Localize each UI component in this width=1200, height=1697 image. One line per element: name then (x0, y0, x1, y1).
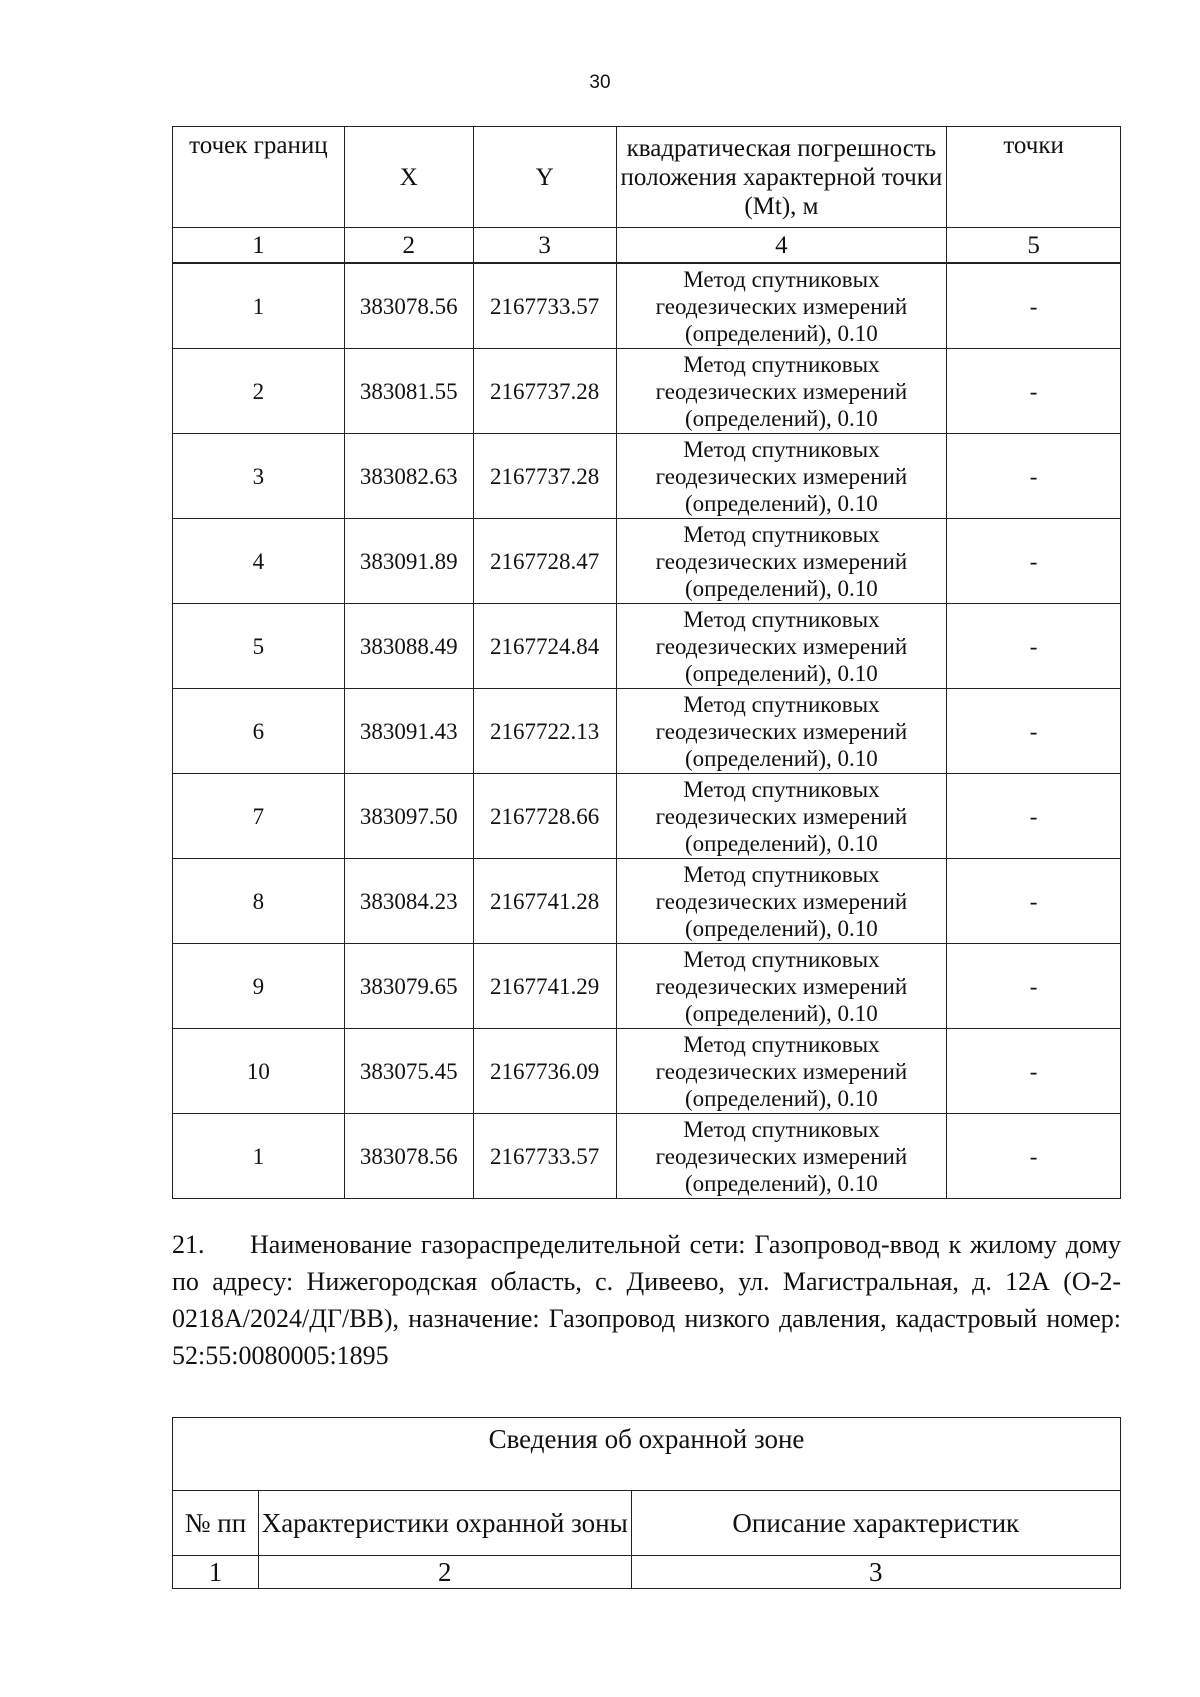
cell-x: 383084.23 (344, 859, 473, 944)
cell-note: - (947, 774, 1121, 859)
cell-x: 383079.65 (344, 944, 473, 1029)
cell-x: 383081.55 (344, 349, 473, 434)
method-line: геодезических измерений (655, 633, 908, 659)
cell-note: - (947, 859, 1121, 944)
cell-point-number: 1 (173, 1114, 345, 1199)
cell-note: - (947, 349, 1121, 434)
method-line: (определений), 0.10 (685, 660, 878, 686)
cell-x: 383088.49 (344, 604, 473, 689)
section-number: 21. (172, 1230, 205, 1259)
column-number: 2 (258, 1556, 631, 1589)
column-number: 1 (173, 228, 345, 264)
column-number: 3 (473, 228, 616, 264)
column-number: 3 (631, 1556, 1120, 1589)
cell-note: - (947, 519, 1121, 604)
cell-x: 383075.45 (344, 1029, 473, 1114)
cell-point-number: 10 (173, 1029, 345, 1114)
cell-point-number: 6 (173, 689, 345, 774)
section-21-paragraph (172, 1226, 1121, 1374)
cell-point-number: 7 (173, 774, 345, 859)
method-line: Метод спутниковых (683, 946, 880, 972)
zone-header-description: Описание характеристик (631, 1491, 1120, 1556)
method-line: геодезических измерений (655, 718, 908, 744)
cell-y: 2167736.09 (473, 1029, 616, 1114)
table-row (173, 349, 1121, 434)
column-number: 1 (173, 1556, 259, 1589)
protection-zone-table (172, 1417, 1121, 1589)
method-line: геодезических измерений (655, 378, 908, 404)
cell-method (616, 263, 947, 349)
cell-note: - (947, 434, 1121, 519)
method-line: Метод спутниковых (683, 266, 880, 292)
cell-x: 383078.56 (344, 1114, 473, 1199)
column-number: 5 (947, 228, 1121, 264)
method-line: (определений), 0.10 (685, 830, 878, 856)
column-number: 4 (616, 228, 947, 264)
zone-table-title: Сведения об охранной зоне (173, 1418, 1121, 1491)
method-line: (определений), 0.10 (685, 575, 878, 601)
method-line: Метод спутниковых (683, 1031, 880, 1057)
header-accuracy: квадратическая погрешность положения характерной точки (Mt), м (616, 127, 947, 228)
cell-method (616, 1029, 947, 1114)
cell-method (616, 859, 947, 944)
column-number: 2 (344, 228, 473, 264)
cell-note: - (947, 1114, 1121, 1199)
coordinates-table (172, 126, 1121, 1199)
cell-note: - (947, 1029, 1121, 1114)
cell-note: - (947, 604, 1121, 689)
cell-point-number: 9 (173, 944, 345, 1029)
cell-point-number: 3 (173, 434, 345, 519)
method-line: геодезических измерений (655, 1143, 908, 1169)
coords-column-numbers (173, 228, 1121, 264)
cell-x: 383097.50 (344, 774, 473, 859)
cell-y: 2167733.57 (473, 263, 616, 349)
cell-point-number: 8 (173, 859, 345, 944)
method-line: (определений), 0.10 (685, 1170, 878, 1196)
zone-column-numbers (173, 1556, 1121, 1589)
cell-y: 2167741.29 (473, 944, 616, 1029)
cell-method (616, 349, 947, 434)
cell-y: 2167737.28 (473, 349, 616, 434)
method-line: геодезических измерений (655, 803, 908, 829)
zone-title-row (173, 1418, 1121, 1491)
table-row (173, 1114, 1121, 1199)
method-line: Метод спутниковых (683, 521, 880, 547)
method-line: (определений), 0.10 (685, 915, 878, 941)
cell-y: 2167728.47 (473, 519, 616, 604)
zone-header-number: № пп (173, 1491, 259, 1556)
cell-point-number: 4 (173, 519, 345, 604)
cell-y: 2167728.66 (473, 774, 616, 859)
cell-x: 383091.89 (344, 519, 473, 604)
method-line: Метод спутниковых (683, 351, 880, 377)
cell-method (616, 1114, 947, 1199)
method-line: (определений), 0.10 (685, 320, 878, 346)
cell-method (616, 689, 947, 774)
cell-y: 2167724.84 (473, 604, 616, 689)
method-line: геодезических измерений (655, 973, 908, 999)
method-line: геодезических измерений (655, 888, 908, 914)
cell-point-number: 5 (173, 604, 345, 689)
method-line: геодезических измерений (655, 548, 908, 574)
cell-point-number: 1 (173, 263, 345, 349)
cell-method (616, 774, 947, 859)
table-row (173, 689, 1121, 774)
cell-method (616, 519, 947, 604)
method-line: геодезических измерений (655, 463, 908, 489)
cell-y: 2167733.57 (473, 1114, 616, 1199)
cell-x: 383082.63 (344, 434, 473, 519)
coords-header-row (173, 127, 1121, 228)
method-line: геодезических измерений (655, 293, 908, 319)
table-row (173, 1029, 1121, 1114)
header-point-description: точки (947, 127, 1121, 228)
cell-method (616, 434, 947, 519)
method-line: (определений), 0.10 (685, 1000, 878, 1026)
page-number: 30 (589, 72, 611, 93)
method-line: Метод спутниковых (683, 1116, 880, 1142)
method-line: Метод спутниковых (683, 861, 880, 887)
cell-note: - (947, 263, 1121, 349)
method-line: геодезических измерений (655, 1058, 908, 1084)
method-line: (определений), 0.10 (685, 1085, 878, 1111)
cell-method (616, 604, 947, 689)
cell-x: 383091.43 (344, 689, 473, 774)
section-text: Наименование газораспределительной сети: Газопровод-ввод к жилому дому по адресу: Нижегородская область, с. Дивеево, ул. Магистральная, д. 12А (О-2-0218А/2024/ДГ/ВВ), назначение: Газопровод низкого давления, кадастровый номер: 52:55:0080005:1895 (172, 1230, 1121, 1370)
table-row (173, 604, 1121, 689)
header-y: Y (473, 127, 616, 228)
method-line: (определений), 0.10 (685, 745, 878, 771)
method-line: (определений), 0.10 (685, 405, 878, 431)
zone-header-characteristics: Характеристики охранной зоны (258, 1491, 631, 1556)
method-line: Метод спутниковых (683, 691, 880, 717)
header-boundary-points: точек границ (173, 127, 345, 228)
table-row (173, 434, 1121, 519)
cell-y: 2167741.28 (473, 859, 616, 944)
cell-x: 383078.56 (344, 263, 473, 349)
table-row (173, 944, 1121, 1029)
zone-header-row (173, 1491, 1121, 1556)
header-x: X (344, 127, 473, 228)
method-line: Метод спутниковых (683, 606, 880, 632)
method-line: Метод спутниковых (683, 776, 880, 802)
table-row (173, 519, 1121, 604)
table-row (173, 774, 1121, 859)
method-line: Метод спутниковых (683, 436, 880, 462)
cell-method (616, 944, 947, 1029)
cell-y: 2167722.13 (473, 689, 616, 774)
table-row (173, 859, 1121, 944)
cell-note: - (947, 944, 1121, 1029)
method-line: (определений), 0.10 (685, 490, 878, 516)
cell-y: 2167737.28 (473, 434, 616, 519)
table-row (173, 263, 1121, 349)
cell-note: - (947, 689, 1121, 774)
cell-point-number: 2 (173, 349, 345, 434)
